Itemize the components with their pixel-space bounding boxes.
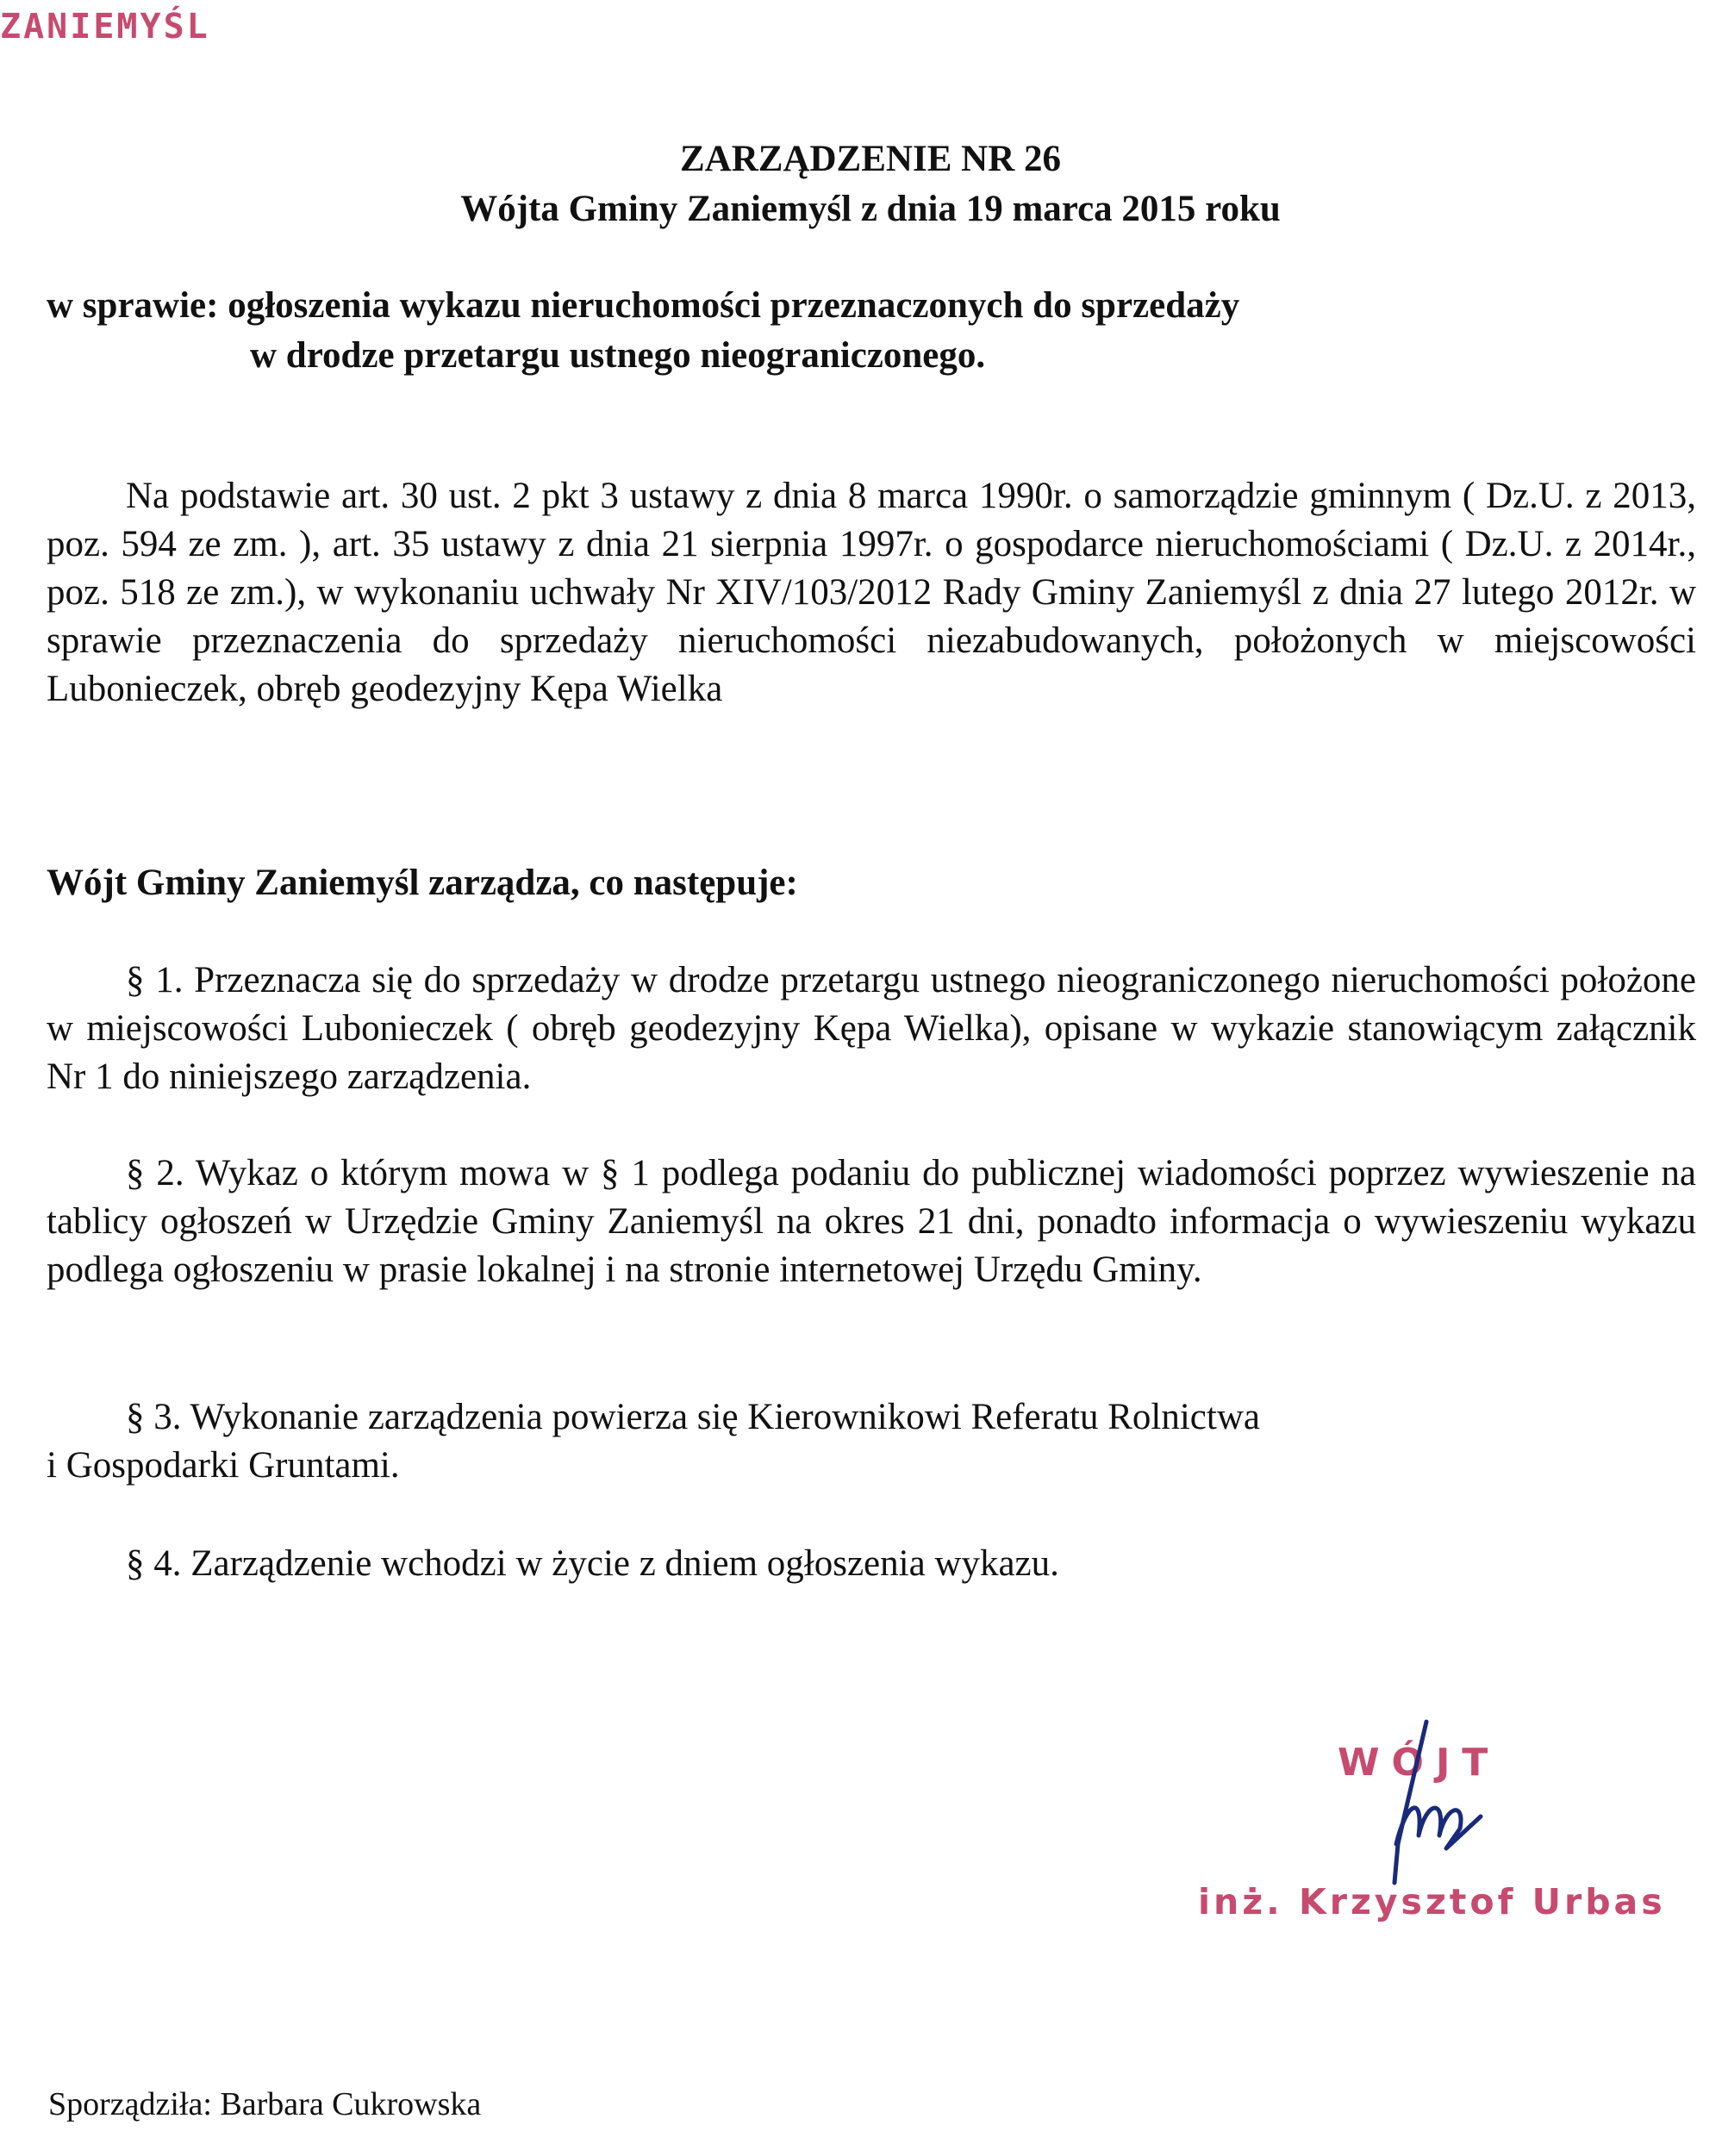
section-1-text: § 1. Przeznacza się do sprzedaży w drodze przetargu ustnego nieograniczonego nieruchomości położone w miejscowości Lubonieczek ( obręb geodezyjny Kępa Wielka), opisane w wykazie stanowiącym załącznik Nr 1 do niniejszego zarządzenia. [47, 960, 1696, 1097]
document-title: ZARZĄDZENIE NR 26 [679, 139, 1061, 179]
subject-line-1: w sprawie: ogłoszenia wykazu nieruchomości przeznaczonych do sprzedaży [47, 285, 1240, 326]
municipality-stamp: ZANIEMYŚL [0, 7, 210, 47]
subject-line-2: w drodze przetargu ustnego nieograniczonego. [250, 335, 986, 376]
preamble-text: Na podstawie art. 30 ust. 2 pkt 3 ustawy z dnia 8 marca 1990r. o samorządzie gminnym ( Dz.U. z 2013, poz. 594 ze zm. ), art. 35 ustawy z dnia 21 sierpnia 1997r. o gospodarce nieruchomościami ( Dz.U. z 2014r., poz. 518 ze zm.), w wykonaniu uchwały Nr XIV/103/2012 Rady Gminy Zaniemyśl z dnia 27 lutego 2012r. w sprawie przeznaczenia do sprzedaży nieruchomości niezabudowanych, położonych w miejscowości Lubonieczek, obręb geodezyjny Kępa Wielka [47, 476, 1696, 709]
section-3-line-2: i Gospodarki Gruntami. [47, 1445, 400, 1486]
section-1 [47, 956, 1696, 1101]
section-2 [47, 1150, 1696, 1294]
section-4: § 4. Zarządzenie wchodzi w życie z dniem ogłoszenia wykazu. [126, 1543, 1059, 1584]
document-subtitle: Wójta Gminy Zaniemyśl z dnia 19 marca 2015 roku [460, 189, 1281, 229]
section-3-line-1: § 3. Wykonanie zarządzenia powierza się Kierownikowi Referatu Rolnictwa [126, 1397, 1260, 1437]
section-2-text: § 2. Wykaz o którym mowa w § 1 podlega podaniu do publicznej wiadomości poprzez wywieszenie na tablicy ogłoszeń w Urzędzie Gminy Zaniemyśl na okres 21 dni, ponadto informacja o wywieszeniu wykazu podlega ogłoszeniu w prasie lokalnej i na stronie internetowej Urzędu Gminy. [47, 1153, 1696, 1290]
official-stamp-name: inż. Krzysztof Urbas [1198, 1881, 1666, 1922]
prepared-by: Sporządziła: Barbara Cukrowska [48, 2086, 482, 2122]
decree-heading: Wójt Gminy Zaniemyśl zarządza, co następuje: [47, 863, 798, 903]
signature-icon [1345, 1715, 1491, 1887]
preamble [47, 472, 1696, 713]
official-stamp-title: WÓJT [1338, 1741, 1501, 1785]
